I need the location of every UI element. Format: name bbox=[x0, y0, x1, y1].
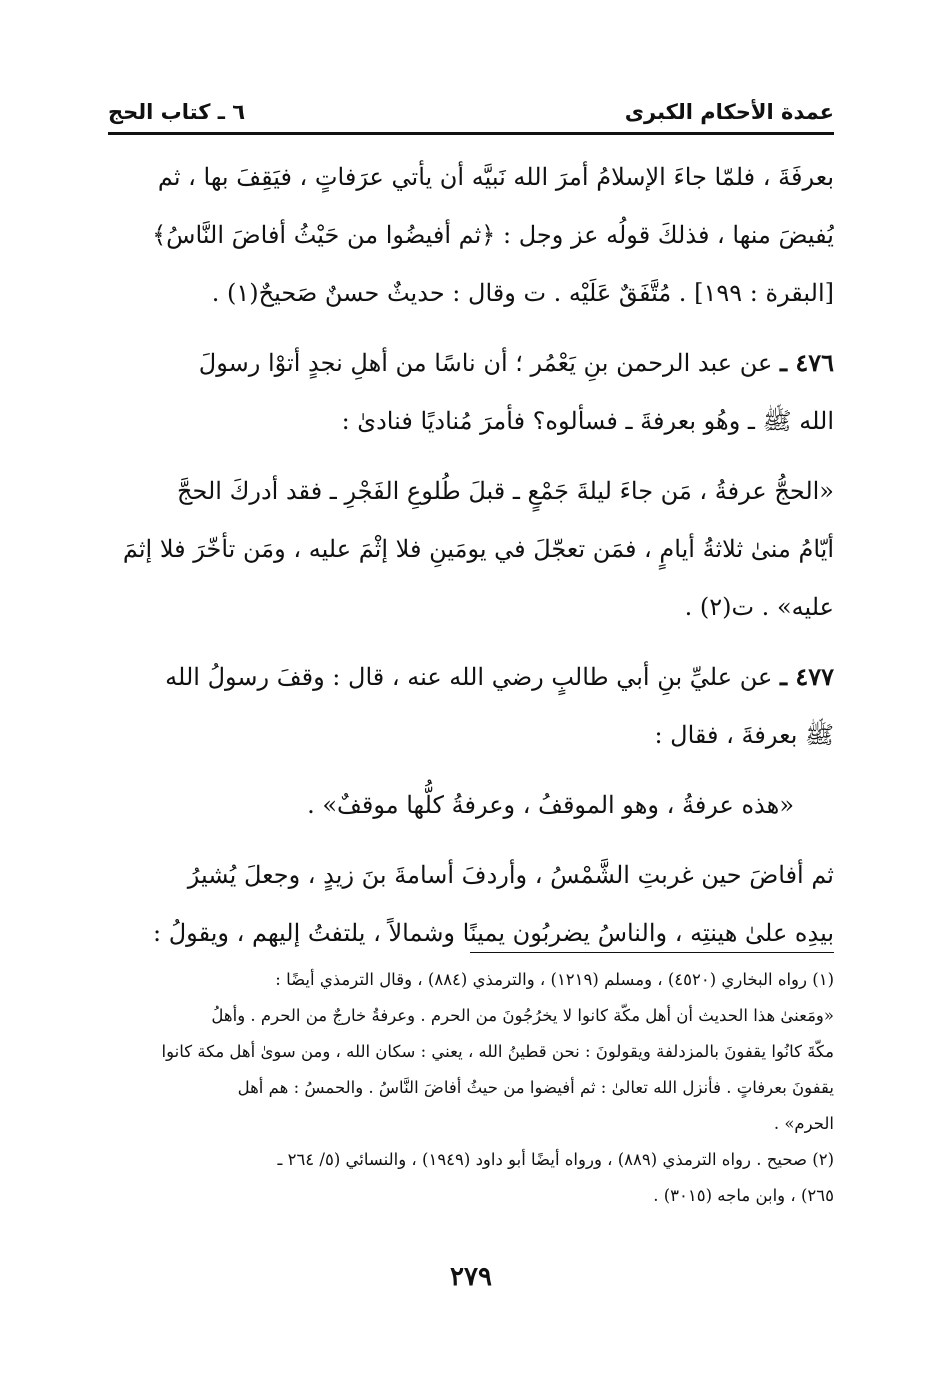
text-line: [البقرة : ١٩٩] . مُتَّفَقٌ عَلَيْه . ت وقال : حديثٌ حسنٌ صَحيحٌ(١) . bbox=[211, 279, 834, 307]
hadith-476 bbox=[108, 334, 834, 450]
hadith-number: ٤٧٧ ـ bbox=[779, 662, 834, 691]
text-line: بعرفَةَ ، فلمّا جاءَ الإسلامُ أمرَ الله نَبيَّه أن يأتي عرَفاتٍ ، فيَقِفَ بها ، ثم bbox=[157, 163, 834, 191]
text-line: أيّامُ منىٰ ثلاثةُ أيامٍ ، فمَن تعجّلَ في يومَينِ فلا إثْمَ عليه ، ومَن تأخّرَ فلا إثمَ bbox=[122, 535, 834, 563]
hadith-477-quote bbox=[108, 776, 834, 834]
text-line: الله ﷺ ـ وهُو بعرفةَ ـ فسألوه؟ فأمرَ مُناديًا فنادىٰ : bbox=[341, 407, 834, 435]
footnote-line: ٢٦٥) ، وابن ماجه (٣٠١٥) . bbox=[653, 1186, 834, 1205]
page-number: ٢٧٩ bbox=[450, 1262, 492, 1292]
footnote-2 bbox=[108, 1142, 834, 1214]
footnote-line: (١) رواه البخاري (٤٥٢٠) ، ومسلم (١٢١٩) ، والترمذي (٨٨٤) ، وقال الترمذي أيضًا : bbox=[275, 970, 834, 989]
footnote-line: يقفونَ بعرفاتٍ . فأنزل الله تعالىٰ : ثم أفيضوا من حيثُ أفاضَ النَّاسُ . والحمسُ : هم أهل bbox=[237, 1078, 834, 1097]
hadith-text: عن عليِّ بنِ أبي طالبٍ رضي الله عنه ، قال : وقفَ رسولُ الله bbox=[165, 663, 773, 691]
paragraph-continuation bbox=[108, 148, 834, 322]
text-line: عليه» . ت(٢) . bbox=[684, 593, 834, 621]
footnote-line: الحرم» . bbox=[773, 1114, 834, 1133]
text-line: ثم أفاضَ حين غربتِ الشَّمْسُ ، وأردفَ أسامةَ بنَ زيدٍ ، وجعلَ يُشيرُ bbox=[187, 861, 834, 889]
footnote-divider bbox=[470, 952, 834, 953]
text-line: «الحجُّ عرفةُ ، مَن جاءَ ليلةَ جَمْعٍ ـ قبلَ طُلوعِ الفَجْرِ ـ فقد أدركَ الحجَّ bbox=[177, 477, 834, 505]
footnote-line: (٢) صحيح . رواه الترمذي (٨٨٩) ، ورواه أيضًا أبو داود (١٩٤٩) ، والنسائي (٥/ ٢٦٤ ـ bbox=[277, 1150, 834, 1169]
text-line: «هذه عرفةُ ، وهو الموقفُ ، وعرفةُ كلُّها موقفٌ» . bbox=[307, 791, 794, 819]
text-line bbox=[108, 334, 834, 392]
text-line: ﷺ بعرفةَ ، فقال : bbox=[654, 721, 834, 749]
running-header bbox=[108, 92, 834, 135]
book-title: عمدة الأحكام الكبرى bbox=[624, 100, 834, 124]
hadith-number: ٤٧٦ ـ bbox=[779, 348, 834, 377]
text-line bbox=[108, 648, 834, 706]
hadith-477-continuation bbox=[108, 846, 834, 962]
text-line: بيدِه علىٰ هينتِه ، والناسُ يضربُون يمينًا وشمالاً ، يلتفتُ إليهم ، ويقولُ : bbox=[153, 919, 834, 947]
hadith-text: عن عبد الرحمن بنِ يَعْمُر ؛ أن ناسًا من أهلِ نجدٍ أتوْا رسولَ bbox=[198, 349, 773, 377]
hadith-477 bbox=[108, 648, 834, 764]
text-line: يُفيضَ منها ، فذلكَ قولُه عز وجل : ﴿ثم أفيضُوا من حَيْثُ أفاضَ النَّاسُ﴾ bbox=[152, 221, 834, 249]
hadith-476-quote bbox=[108, 462, 834, 636]
footnote-line: مكّةَ كانُوا يقفونَ بالمزدلفة ويقولونَ : نحن قطينُ الله ، يعني : سكان الله ، ومن سوىٰ أهل مكة كانوا bbox=[161, 1042, 834, 1061]
main-text bbox=[108, 148, 834, 974]
chapter-title: ٦ ـ كتاب الحج bbox=[108, 100, 246, 124]
footnotes bbox=[108, 962, 834, 1214]
footnote-1 bbox=[108, 962, 834, 1142]
footnote-line: «ومَعنىٰ هذا الحديث أن أهل مكّة كانوا لا يخرُجُونَ من الحرم . وعرفةُ خارجٌ من الحرم . وأهلُ bbox=[211, 1006, 834, 1025]
